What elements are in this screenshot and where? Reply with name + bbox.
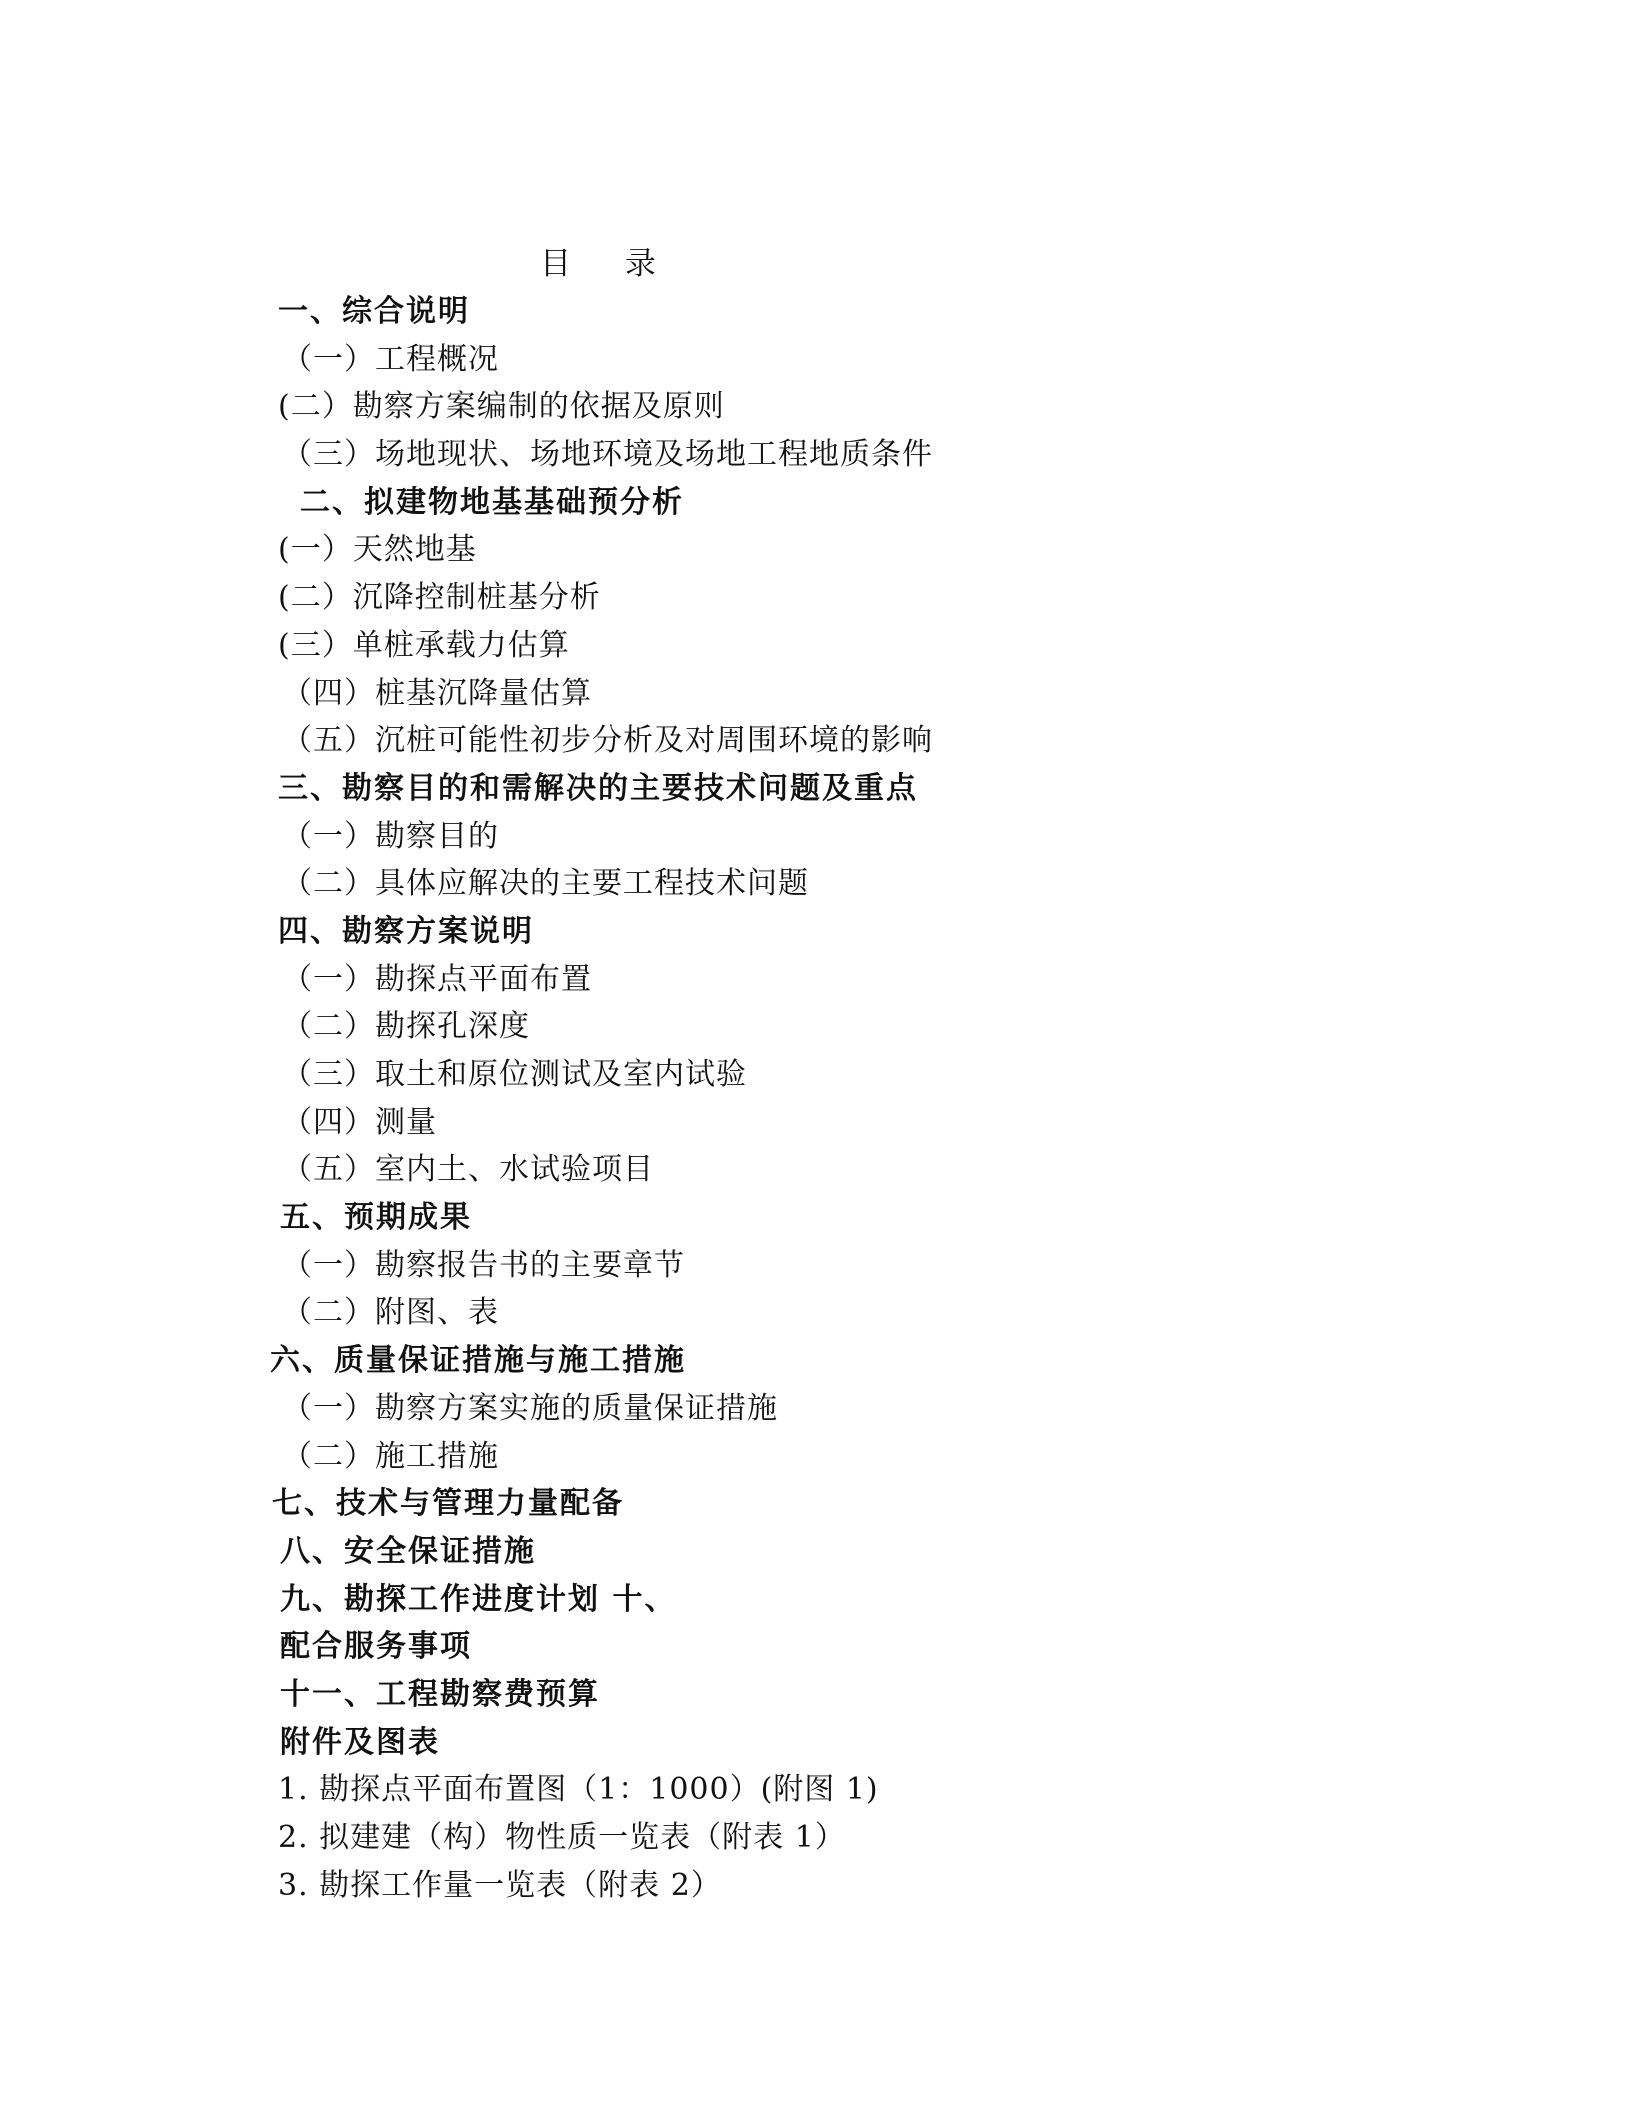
toc-subsection-item: （五）沉桩可能性初步分析及对周围环境的影响 [282,723,933,759]
toc-subsection-item: （一）勘察方案实施的质量保证措施 [282,1390,778,1426]
toc-subsection-item: （四）测量 [282,1104,437,1140]
toc-attachment-item: 3. 勘探工作量一览表（附表 2） [278,1867,722,1903]
toc-section-heading: 九、勘探工作进度计划 十、 [280,1581,677,1617]
toc-subsection-item: （三）场地现状、场地环境及场地工程地质条件 [282,437,933,473]
toc-section-heading: 配合服务事项 [280,1629,472,1665]
toc-subsection-item: （一）工程概况 [282,341,499,377]
toc-section-heading: 十一、工程勘察费预算 [280,1676,600,1712]
toc-subsection-item: （五）室内土、水试验项目 [282,1152,654,1188]
toc-attachment-item: 1. 勘探点平面布置图（1：1000）(附图 1) [278,1772,879,1808]
toc-subsection-item: （四）桩基沉降量估算 [282,675,592,711]
toc-subsection-item: （三）取土和原位测试及室内试验 [282,1057,747,1092]
toc-subsection-item: （二）施工措施 [282,1438,499,1474]
table-of-contents [0,288,1632,1909]
toc-title: 目 录 [540,246,678,282]
toc-subsection-item: （二）附图、表 [282,1295,499,1331]
toc-subsection-item: （一）勘察报告书的主要章节 [282,1247,685,1283]
toc-attachment-item: 2. 拟建建（构）物性质一览表（附表 1） [278,1820,846,1855]
toc-section-heading: 三、勘察目的和需解决的主要技术问题及重点 [278,770,918,806]
toc-section-heading: 七、技术与管理力量配备 [272,1486,624,1522]
toc-subsection-item: （二）勘探孔深度 [282,1009,530,1045]
toc-section-heading: 八、安全保证措施 [280,1533,536,1569]
toc-section-heading: 一、综合说明 [278,294,470,329]
toc-subsection-item: (二）沉降控制桩基分析 [278,580,601,616]
toc-subsection-item: （一）勘探点平面布置 [282,961,592,997]
toc-subsection-item: (三）单桩承载力估算 [278,627,570,663]
toc-subsection-item: (一）天然地基 [278,532,477,568]
toc-section-heading: 五、预期成果 [280,1200,472,1236]
toc-section-heading: 四、勘察方案说明 [278,913,534,949]
toc-section-heading: 六、质量保证措施与施工措施 [270,1343,686,1379]
toc-subsection-item: (二）勘察方案编制的依据及原则 [278,389,725,425]
toc-subsection-item: （一）勘察目的 [282,818,499,854]
toc-section-heading: 二、拟建物地基基础预分析 [300,484,684,520]
toc-subsection-item: （二）具体应解决的主要工程技术问题 [282,866,809,902]
toc-section-heading: 附件及图表 [280,1724,440,1760]
